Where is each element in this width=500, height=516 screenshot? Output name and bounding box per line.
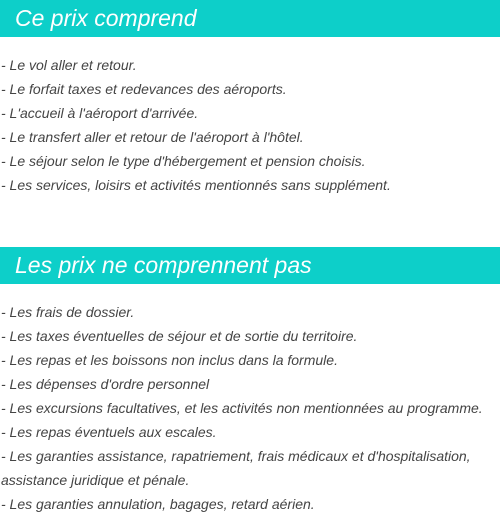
list-item: - Le vol aller et retour. bbox=[1, 57, 137, 73]
list-item: - Les frais de dossier. bbox=[1, 304, 135, 320]
list-item: - Le séjour selon le type d'hébergement et pension choisis. bbox=[1, 153, 366, 169]
list-item: - Les garanties annulation, bagages, retard aérien. bbox=[1, 496, 315, 512]
list-item: - Les taxes éventuelles de séjour et de sortie du territoire. bbox=[1, 328, 358, 344]
list-item: - Les dépenses d'ordre personnel bbox=[1, 376, 210, 392]
list-item: - Les excursions facultatives, et les activités non mentionnées au programme. bbox=[1, 400, 483, 416]
list-item: - Les services, loisirs et activités mentionnés sans supplément. bbox=[1, 177, 391, 193]
list-item: - L'accueil à l'aéroport d'arrivée. bbox=[1, 105, 199, 121]
list-item: - Le forfait taxes et redevances des aéroports. bbox=[1, 81, 287, 97]
list-item: - Les garanties assistance, rapatriement, frais médicaux et d'hospitalisation, assistance juridique et pénale. bbox=[1, 448, 471, 488]
section-title-included: Ce prix comprend bbox=[0, 0, 500, 37]
list-item: - Les repas et les boissons non inclus dans la formule. bbox=[1, 352, 338, 368]
section-title-not-included: Les prix ne comprennent pas bbox=[0, 247, 500, 284]
list-item: - Les repas éventuels aux escales. bbox=[1, 424, 217, 440]
list-item: - Le transfert aller et retour de l'aéroport à l'hôtel. bbox=[1, 129, 304, 145]
not-included-list bbox=[0, 300, 500, 516]
included-list bbox=[0, 53, 500, 197]
